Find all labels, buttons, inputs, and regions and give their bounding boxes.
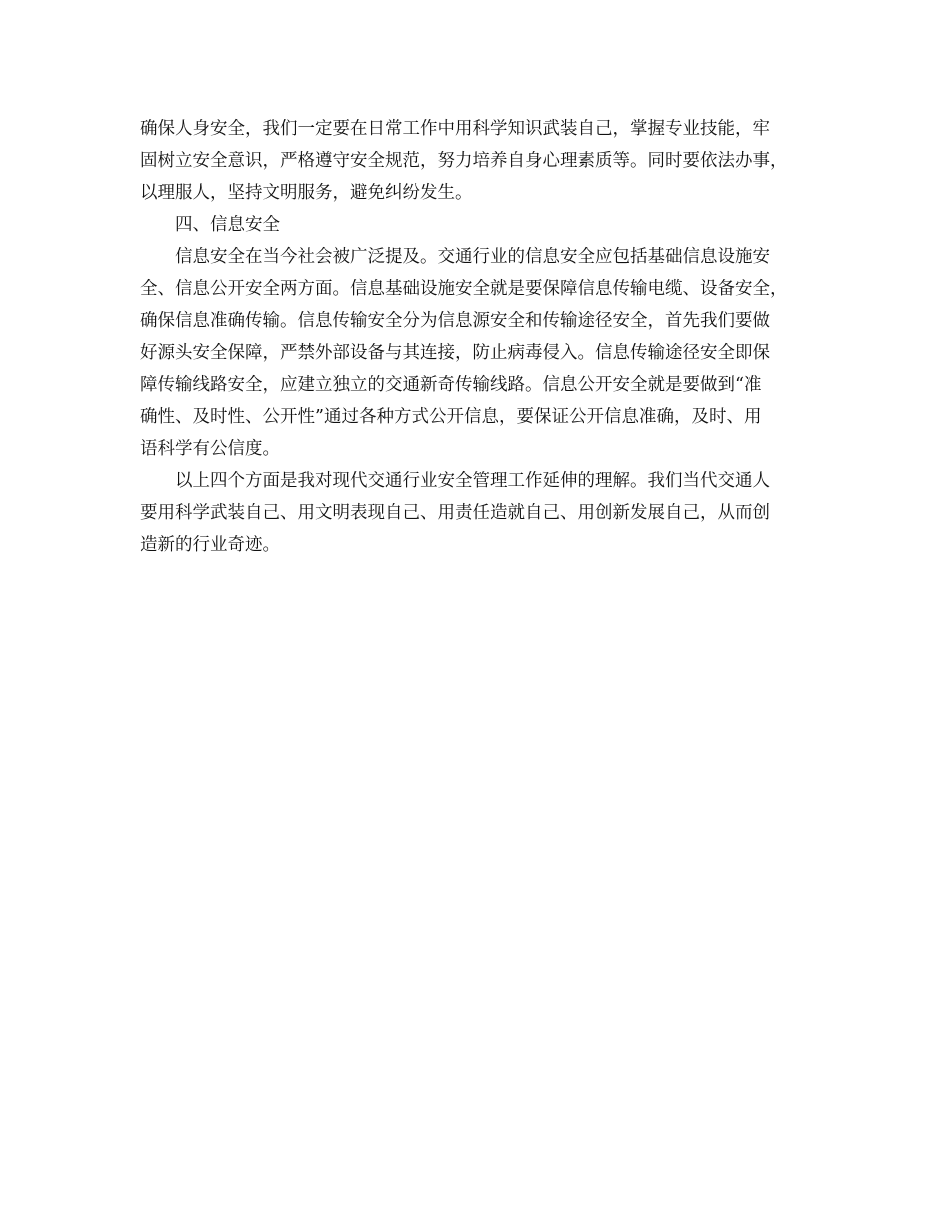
text-line: 信息安全在当今社会被广泛提及。交通行业的信息安全应包括基础信息设施安 xyxy=(175,247,770,267)
paragraph-information-security xyxy=(140,241,820,465)
text-line: 好源头安全保障，严禁外部设备与其连接，防止病毒侵入。信息传输途径安全即保 xyxy=(140,343,770,363)
text-line: 语科学有公信度。 xyxy=(140,439,280,459)
text-line: 造新的行业奇迹。 xyxy=(140,535,280,555)
text-line: 固树立安全意识，严格遵守安全规范，努力培养自身心理素质等。同时要依法办事， xyxy=(140,151,788,171)
document-body xyxy=(140,113,820,561)
text-line: 以理服人，坚持文明服务，避免纠纷发生。 xyxy=(140,183,473,203)
text-line: 障传输线路安全，应建立独立的交通新奇传输线路。信息公开安全就是要做到“准 xyxy=(140,375,762,395)
text-line: 确保信息准确传输。信息传输安全分为信息源安全和传输途径安全，首先我们要做 xyxy=(140,311,770,331)
text-line: 确性、及时性、公开性”通过各种方式公开信息，要保证公开信息准确，及时、用 xyxy=(140,407,762,427)
text-line: 要用科学武装自己、用文明表现自己、用责任造就自己、用创新发展自己，从而创 xyxy=(140,503,770,523)
text-line: 全、信息公开安全两方面。信息基础设施安全就是要保障信息传输电缆、设备安全， xyxy=(140,279,788,299)
section-heading-information-security xyxy=(140,209,820,241)
text-line: 确保人身安全，我们一定要在日常工作中用科学知识武装自己，掌握专业技能，牢 xyxy=(140,119,770,139)
text-line: 以上四个方面是我对现代交通行业安全管理工作延伸的理解。我们当代交通人 xyxy=(175,471,770,491)
paragraph-personal-safety-continued xyxy=(140,113,820,209)
paragraph-conclusion xyxy=(140,465,820,561)
heading-text: 四、信息安全 xyxy=(175,215,280,235)
